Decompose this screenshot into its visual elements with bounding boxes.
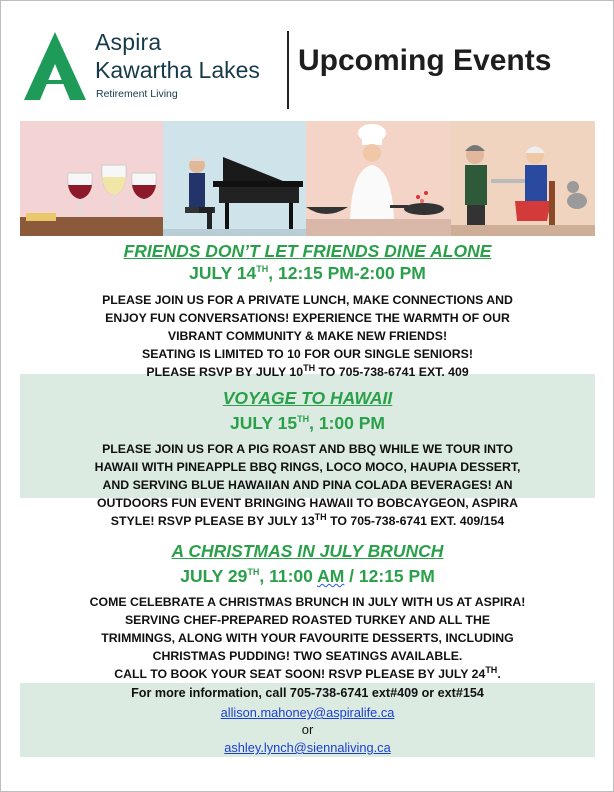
illustration-strip (20, 121, 595, 236)
aspira-logo-icon (22, 30, 88, 102)
email-link-allison[interactable]: allison.mahoney@aspiralife.ca (220, 705, 395, 720)
brand-subtitle: Retirement Living (96, 88, 178, 100)
event-3-date: JULY 29TH, 11:00 AM / 12:15 PM (180, 566, 435, 586)
event-1-date: JULY 14TH, 12:15 PM-2:00 PM (189, 263, 426, 283)
event-1-description-line: PLEASE JOIN US FOR A PRIVATE LUNCH, MAKE CONNECTIONS AND (102, 293, 513, 307)
event-1-title: FRIENDS DON’T LET FRIENDS DINE ALONE (123, 241, 492, 261)
event-2-title: VOYAGE TO HAWAII (222, 388, 393, 408)
email-link-ashley[interactable]: ashley.lynch@siennaliving.ca (224, 740, 391, 755)
seniors-tea-image (451, 121, 595, 236)
event-2-description-line: HAWAII WITH PINEAPPLE BBQ RINGS, LOCO MOCO, HAUPIA DESSERT, (94, 460, 521, 474)
event-2-date: JULY 15TH, 1:00 PM (229, 413, 385, 433)
header-divider (287, 31, 289, 109)
event-1-rsvp: PLEASE RSVP BY JULY 10TH TO 705-738-6741 EXT. 409 (146, 362, 469, 379)
event-2-description-line: OUTDOORS FUN EVENT BRINGING HAWAII TO BOBCAYGEON, ASPIRA (96, 496, 519, 510)
pianist-image (163, 121, 306, 236)
wine-glasses-image (20, 121, 163, 236)
event-2-rsvp: STYLE! RSVP PLEASE BY JULY 13TH TO 705-738-6741 EXT. 409/154 (110, 511, 505, 528)
event-2-description-line: AND SERVING BLUE HAWAIIAN AND PINA COLADA BEVERAGES! AN (102, 478, 513, 492)
event-2-description-line: PLEASE JOIN US FOR A PIG ROAST AND BBQ WHILE WE TOUR INTO (102, 442, 513, 456)
event-1-description-line: SEATING IS LIMITED TO 10 FOR OUR SINGLE SENIORS! (142, 347, 473, 361)
event-1-description-line: VIBRANT COMMUNITY & MAKE NEW FRIENDS! (167, 329, 448, 343)
event-3-description-line: TRIMMINGS, ALONG WITH YOUR FAVOURITE DESSERTS, INCLUDING (101, 631, 514, 645)
brand-name: Aspira (95, 29, 162, 55)
event-3-title: A CHRISTMAS IN JULY BRUNCH (171, 541, 444, 561)
chef-cooking-image (306, 121, 451, 236)
event-3-description-line: COME CELEBRATE A CHRISTMAS BRUNCH IN JULY WITH US AT ASPIRA! (89, 595, 526, 609)
event-3-rsvp: CALL TO BOOK YOUR SEAT SOON! RSVP PLEASE BY JULY 24TH. (114, 664, 501, 681)
event-1-description-line: ENJOY FUN CONVERSATIONS! EXPERIENCE THE WARMTH OF OUR (105, 311, 510, 325)
event-3-description-line: CHRISTMAS PUDDING! TWO SEATINGS AVAILABLE. (152, 649, 463, 663)
event-3-description-line: SERVING CHEF-PREPARED ROASTED TURKEY AND ALL THE (124, 613, 491, 627)
page-title: Upcoming Events (298, 44, 552, 77)
email-link-wrapper (20, 739, 595, 757)
contact-info: For more information, call 705-738-6741 ext#409 or ext#154 (131, 686, 484, 700)
brand-location: Kawartha Lakes (95, 57, 260, 83)
email-link-wrapper (20, 704, 595, 722)
or-text: or (301, 722, 314, 737)
